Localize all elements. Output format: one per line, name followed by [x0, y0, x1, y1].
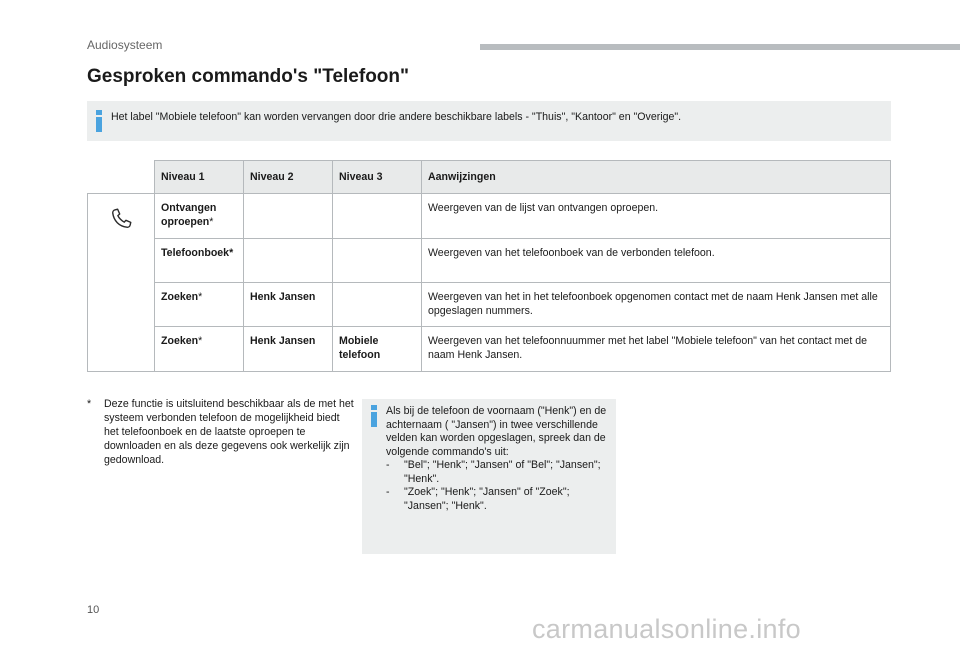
table-header-level2: Niveau 2 — [244, 161, 333, 194]
row4-level1: Zoeken* — [155, 327, 244, 372]
tip-intro: Als bij de telefoon de voornaam ("Henk") en de achternaam ( "Jansen") in twee verschillende velden kan worden opgeslagen, spreek dan de volgende commando's uit: — [386, 405, 607, 458]
row1-level1: Ontvangen oproepen* — [155, 194, 244, 239]
tip-box — [362, 399, 616, 554]
row4-level2: Henk Jansen — [244, 327, 333, 372]
info-text: Het label "Mobiele telefoon" kan worden vervangen door drie andere beschikbare labels - "Thuis", "Kantoor" en "Overige". — [111, 111, 682, 123]
footnote-text: Deze functie is uitsluitend beschikbaar als de met het systeem verbonden telefoon de mogelijkheid biedt het telefoonboek en de laatste oproepen te downloaden en als deze gegevens ook werkelijk zijn gedownload. — [104, 398, 354, 466]
table-header-level3: Niveau 3 — [333, 161, 422, 194]
table-header-row — [88, 161, 891, 194]
row3-note: Weergeven van het in het telefoonboek opgenomen contact met de naam Henk Jansen met alle opgeslagen nummers. — [422, 283, 891, 327]
table-row — [88, 327, 891, 372]
row2-level2 — [244, 239, 333, 283]
table-row — [88, 283, 891, 327]
page-title: Gesproken commando's "Telefoon" — [87, 66, 410, 87]
row1-level2 — [244, 194, 333, 239]
row2-level3 — [333, 239, 422, 283]
tip-item-text: "Zoek"; "Henk"; "Jansen" of "Zoek"; "Jansen"; "Henk". — [404, 486, 570, 512]
tip-dash: - — [386, 459, 390, 471]
tip-dash: - — [386, 486, 390, 498]
watermark: carmanualsonline.info — [532, 614, 801, 644]
table-header-level1: Niveau 1 — [155, 161, 244, 194]
row3-level3 — [333, 283, 422, 327]
info-icon — [93, 110, 105, 132]
table-header-notes: Aanwijzingen — [422, 161, 891, 194]
section-label: Audiosysteem — [87, 38, 163, 52]
row2-note: Weergeven van het telefoonboek van de verbonden telefoon. — [422, 239, 891, 283]
row1-note: Weergeven van de lijst van ontvangen oproepen. — [422, 194, 891, 239]
page-number: 10 — [87, 604, 100, 616]
tip-item — [386, 486, 610, 513]
table-row — [88, 239, 891, 283]
tip-item-text: "Bel"; "Henk"; "Jansen" of "Bel"; "Jansen"; "Henk". — [404, 459, 601, 485]
table-header-blank — [88, 161, 155, 194]
row4-note: Weergeven van het telefoonnuummer met het label "Mobiele telefoon" van het contact met de naam Henk Jansen. — [422, 327, 891, 372]
footnote — [87, 397, 357, 467]
tip-item — [386, 459, 610, 486]
table-row — [88, 194, 891, 239]
row2-level1: Telefoonboek* — [155, 239, 244, 283]
row3-level1: Zoeken* — [155, 283, 244, 327]
row4-level3: Mobiele telefoon — [333, 327, 422, 372]
commands-table — [87, 160, 891, 372]
info-icon — [368, 405, 380, 427]
row3-level2: Henk Jansen — [244, 283, 333, 327]
row1-level3 — [333, 194, 422, 239]
phone-icon — [108, 206, 134, 232]
footnote-mark: * — [87, 398, 92, 410]
info-box — [87, 101, 891, 141]
table-icon-cell — [88, 194, 155, 372]
header-bar — [480, 44, 960, 50]
